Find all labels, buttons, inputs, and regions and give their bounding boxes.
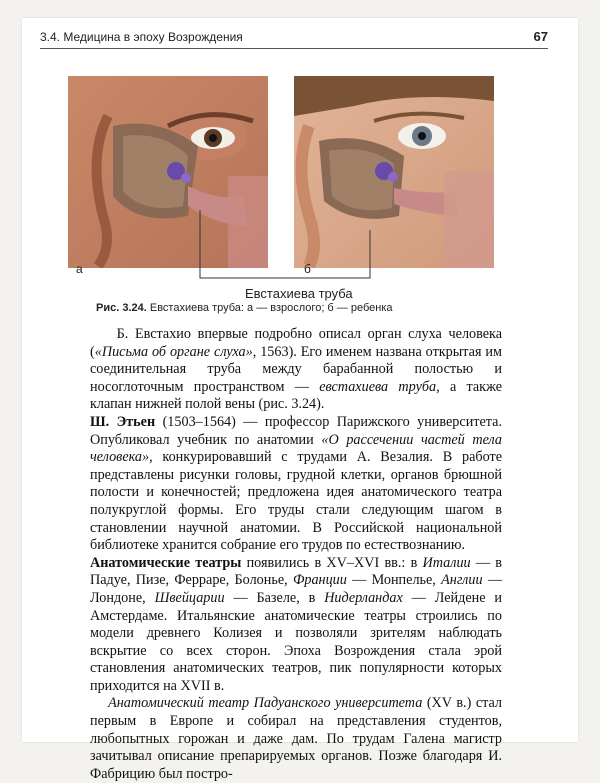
label-b: б <box>304 262 311 276</box>
paragraph-anatomical-theatres: Анатомические театры появились в XV–XVI вв.: в Италии — в Падуе, Пизе, Ферраре, Болонье, Франции — Монпелье, Англии — Лондоне, Швейцарии — Базеле, в Нидерландах — Лейдене и Амстердаме. Итальянские анатомические театры строились по модели древнего Колизея и позволяли зрителям наблюдать вскрытие со всех сторон. Эпоха Возрождения стала эрой становления анатомических театров, пик популярности которых приходится на XVII в. <box>90 554 503 694</box>
paragraph-etienne: Ш. Этьен (1503–1564) — профессор Парижского университета. Опубликовал учебник по анатомии «О рассечении частей тела человека», конкурировавший с трудами А. Везалия. В работе представлены рисунки головы, грудной клетки, органов брюшной полости и конечностей; предложена идея анатомического театра полукруглой формы. Его труды стали следующим шагом в становлении научной анатомии. В Российской национальной библиотеке хранится собрание его трудов по естествознанию. <box>90 413 503 554</box>
body-text <box>90 326 502 783</box>
caption-text: Евстахиева труба: а — взрослого; б — ребенка <box>149 302 393 314</box>
paragraph-padua-theatre: Анатомический театр Падуанского университета (XV в.) стал первым в Европе и собирал на представления студентов, любопытных горожан и даже дам. По трудам Галена магистр зачитывал описание препарируемых органов. Позже благодаря И. Фабрицию был постро- <box>90 695 502 782</box>
section-title: 3.4. Медицина в эпоху Возрождения <box>40 30 243 44</box>
page-number: 67 <box>533 29 548 44</box>
caption-number: Рис. 3.24. <box>96 302 147 314</box>
figure-caption <box>96 302 393 314</box>
label-a: а <box>76 262 83 276</box>
paragraph-eustachio: Б. Евстахио впервые подробно описал орган слуха человека («Письма об органе слуха», 1563). Его именем названа открытая им соединительная труба между барабанной полостью и носоглоточным пространством — евстахиева труба, а также клапан нижней полой вены (рис. 3.24). <box>90 326 503 413</box>
callout-eustachian-tube: Евстахиева труба <box>245 286 353 301</box>
